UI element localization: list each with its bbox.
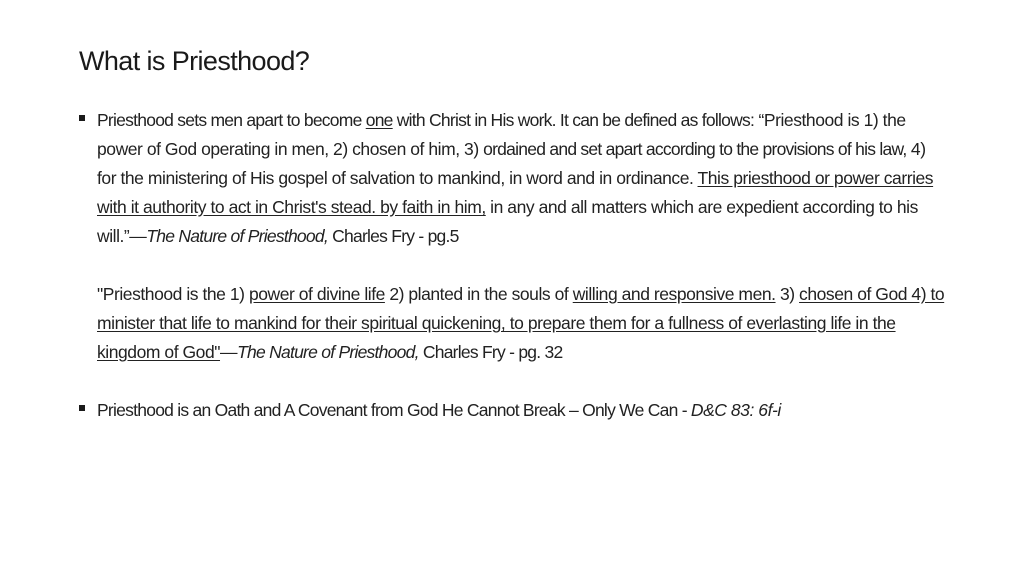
citation-text: Charles Fry - pg. 32 [418,342,563,362]
text-segment: 4) for the ministering of His gospel of salvation to mankind, in word and in ordinance. [97,139,926,188]
text-segment: 2) planted in the souls of [384,284,573,304]
definition-paragraph-1 [97,106,949,251]
scripture-reference: D&C 83: 6f-i [690,400,781,420]
bullet-item-priesthood-definition [79,106,949,367]
text-segment: in any and all matters which are expedient according to his will.”— [97,197,918,246]
definition-paragraph-2 [97,280,949,367]
underlined-text: one [365,110,393,130]
book-title: The Nature of Priesthood, [237,342,419,362]
text-segment: Priesthood sets men apart to become [97,110,366,130]
underlined-text: power of divine life [248,284,385,304]
underlined-text: This priesthood or power carries with it authority to act in Christ's stead. by faith in him, [97,168,934,217]
text-segment: — [220,342,238,362]
text-segment: ordained and set apart according to the provisions of his law, [483,139,907,159]
bullet-list [79,106,949,425]
underlined-text: willing and responsive men. [572,284,776,304]
square-bullet-icon [79,115,85,121]
text-segment: Priesthood is an Oath and A Covenant from God He Cannot Break – Only We Can - [97,400,691,420]
slide-title: What is Priesthood? [79,46,310,76]
book-title: The Nature of Priesthood, [146,226,328,246]
oath-covenant-text [97,396,949,425]
text-segment: 3) [775,284,800,304]
text-segment: "Priesthood is the 1) [97,284,249,304]
text-segment: with Christ in His work. It can be defined as follows: [392,110,755,130]
citation-text: Charles Fry - pg.5 [327,226,459,246]
bullet-item-oath-and-covenant [79,396,949,425]
underlined-text: chosen of God 4) to minister that life to mankind for their spiritual quickening, to prepare them for a fullness of everlasting life in the kingdom of God" [97,284,945,362]
quote-text: “Priesthood is 1) the power of God operating in men, 2) chosen of him, 3) [97,110,906,159]
square-bullet-icon [79,405,85,411]
